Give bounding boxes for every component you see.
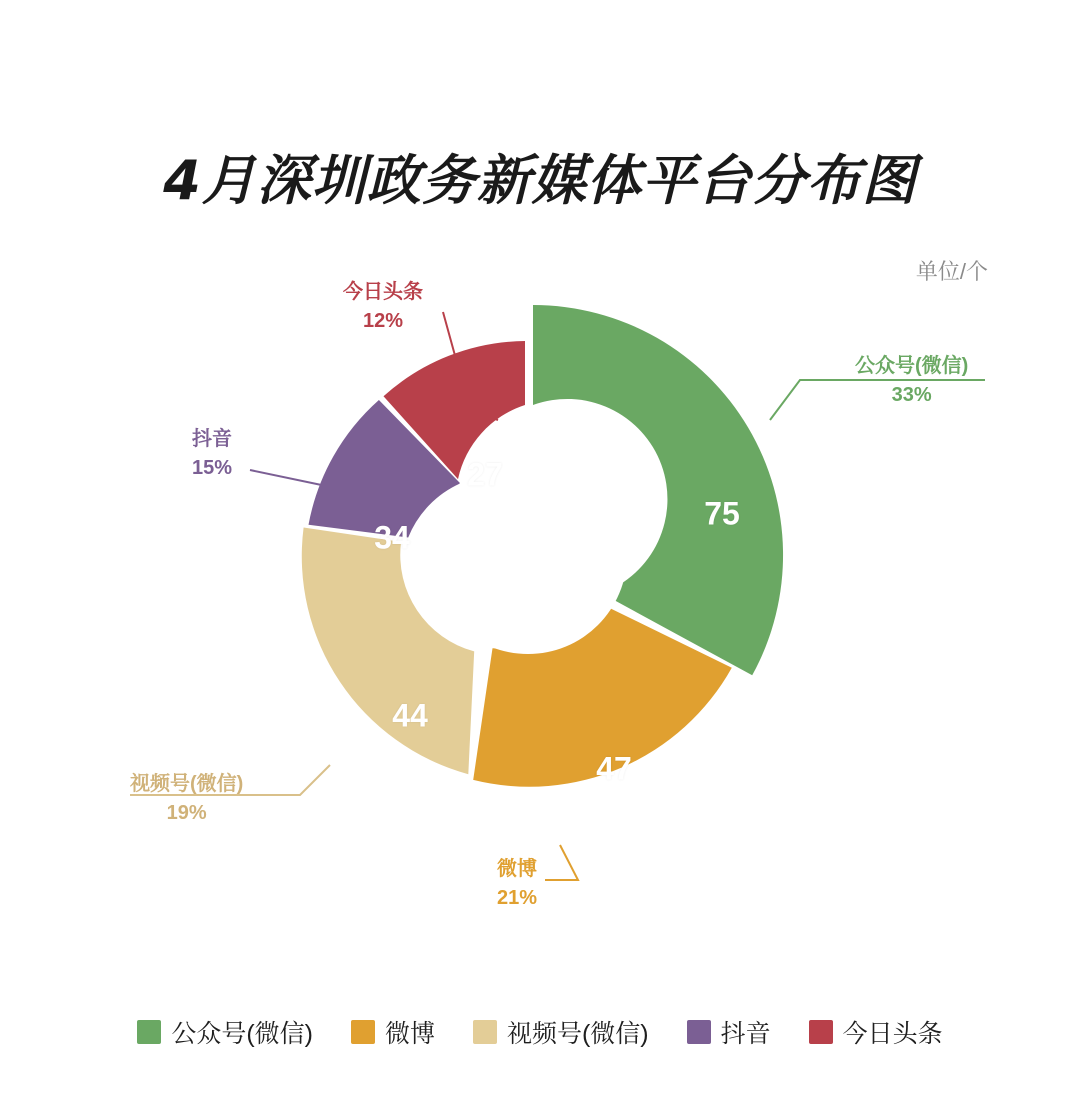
legend-item[interactable] [687,1014,771,1050]
callout-weibo [497,855,537,913]
donut-chart [268,295,788,815]
unit-label: 单位/个 [915,259,988,284]
callout-douyin [192,425,232,483]
slice-value-1: 47 [596,750,632,787]
callout-label-3: 抖音 [192,428,233,450]
legend-item-label: 抖音 [720,1020,771,1048]
callout-jinritoutiao [343,278,423,336]
legend-item[interactable] [809,1014,943,1050]
legend-item-label: 视频号(微信) [506,1020,649,1048]
legend-swatch-icon [137,1020,161,1044]
page-title: 4月深圳政务新媒体平台分布图 [163,149,917,212]
legend-item-label: 今日头条 [842,1020,943,1048]
legend-item[interactable] [473,1014,649,1050]
callout-label-4: 今日头条 [343,281,423,303]
callout-gongzhonghao [855,352,968,410]
callout-percent-0: 33% [891,384,932,406]
legend-item-label: 微博 [384,1020,435,1048]
slice-value-3: 34 [374,519,410,556]
legend-swatch-icon [473,1020,497,1044]
donut-chart-svg [268,295,788,815]
legend-item[interactable] [137,1014,313,1050]
donut-hole [429,456,627,654]
slice-value-2: 44 [392,697,428,734]
slice-value-0: 75 [704,495,740,532]
legend [0,1014,1080,1050]
callout-label-0: 公众号(微信) [855,355,969,377]
legend-item[interactable] [351,1014,435,1050]
slice-value-4: 27 [467,456,503,493]
legend-swatch-icon [687,1020,711,1044]
legend-swatch-icon [351,1020,375,1044]
legend-item-label: 公众号(微信) [171,1020,313,1048]
callout-label-2: 视频号(微信) [130,773,244,795]
callout-percent-3: 15% [192,457,233,479]
legend-swatch-icon [809,1020,833,1044]
callout-percent-1: 21% [497,887,538,909]
callout-percent-4: 12% [362,310,404,332]
callout-shipinhao [130,770,243,828]
callout-percent-2: 19% [166,802,207,824]
callout-label-1: 微博 [497,858,538,880]
